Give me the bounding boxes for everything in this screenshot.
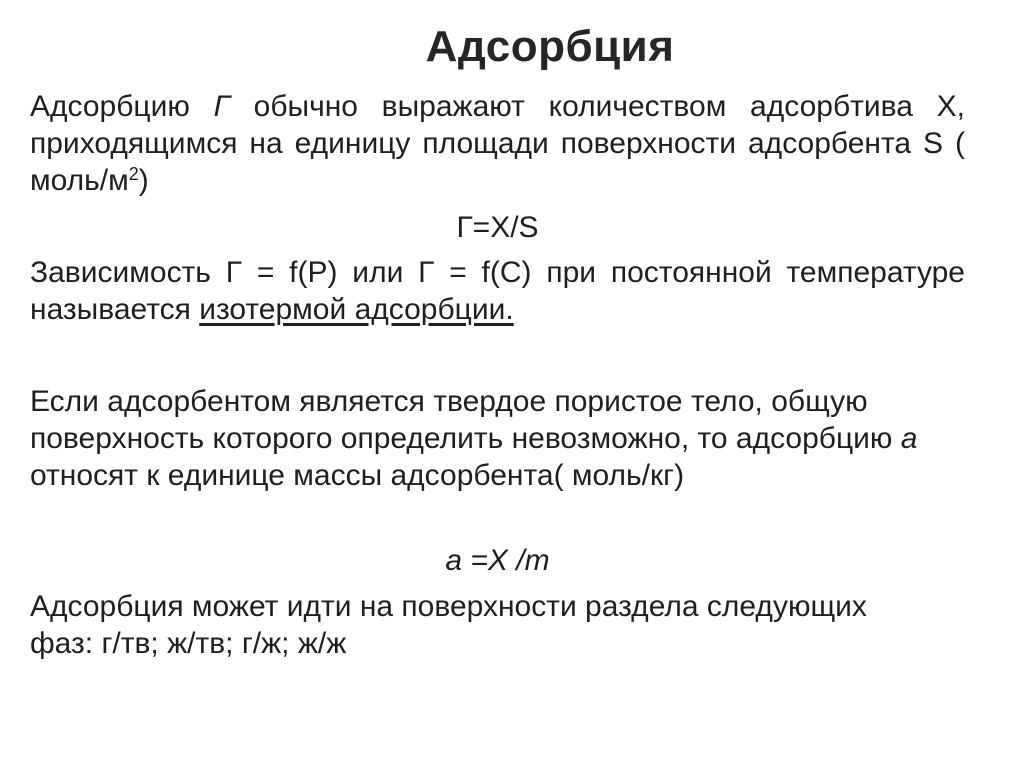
- unit-superscript: 2: [128, 164, 139, 184]
- a-symbol: а: [900, 422, 918, 455]
- paragraph-isotherm: [30, 254, 965, 328]
- definition-text-start: Адсорбцию: [30, 90, 214, 123]
- definition-text-close: ): [138, 164, 149, 197]
- formula-a: а =Х /m: [445, 544, 550, 577]
- porous-text-rest: относят к единице массы адсорбента( моль/кг): [30, 459, 685, 492]
- formula-gamma: Г=Х/S: [456, 211, 539, 244]
- paragraph-phases: Адсорбция может идти на поверхности раздела следующих фаз: г/тв; ж/тв; г/ж; ж/ж: [30, 590, 867, 660]
- porous-text-start: Если адсорбентом является твердое пористое тело, общую поверхность которого определить невозможно, то адсорбцию: [30, 385, 901, 455]
- isotherm-text: Зависимость Г = f(P) или Г = f(C) при постоянной температуре называется: [30, 256, 965, 326]
- gamma-symbol: Г: [213, 90, 230, 123]
- paragraph-definition: [30, 88, 965, 199]
- page-title: Адсорбция: [425, 22, 675, 71]
- definition-text-rest: обычно выражают количеством адсорбтива Х, приходящимся на единицу площади поверхности адсорбента S ( моль/м: [30, 90, 965, 197]
- paragraph-porous: [30, 383, 935, 494]
- isotherm-term: изотермой адсорбции.: [199, 293, 514, 326]
